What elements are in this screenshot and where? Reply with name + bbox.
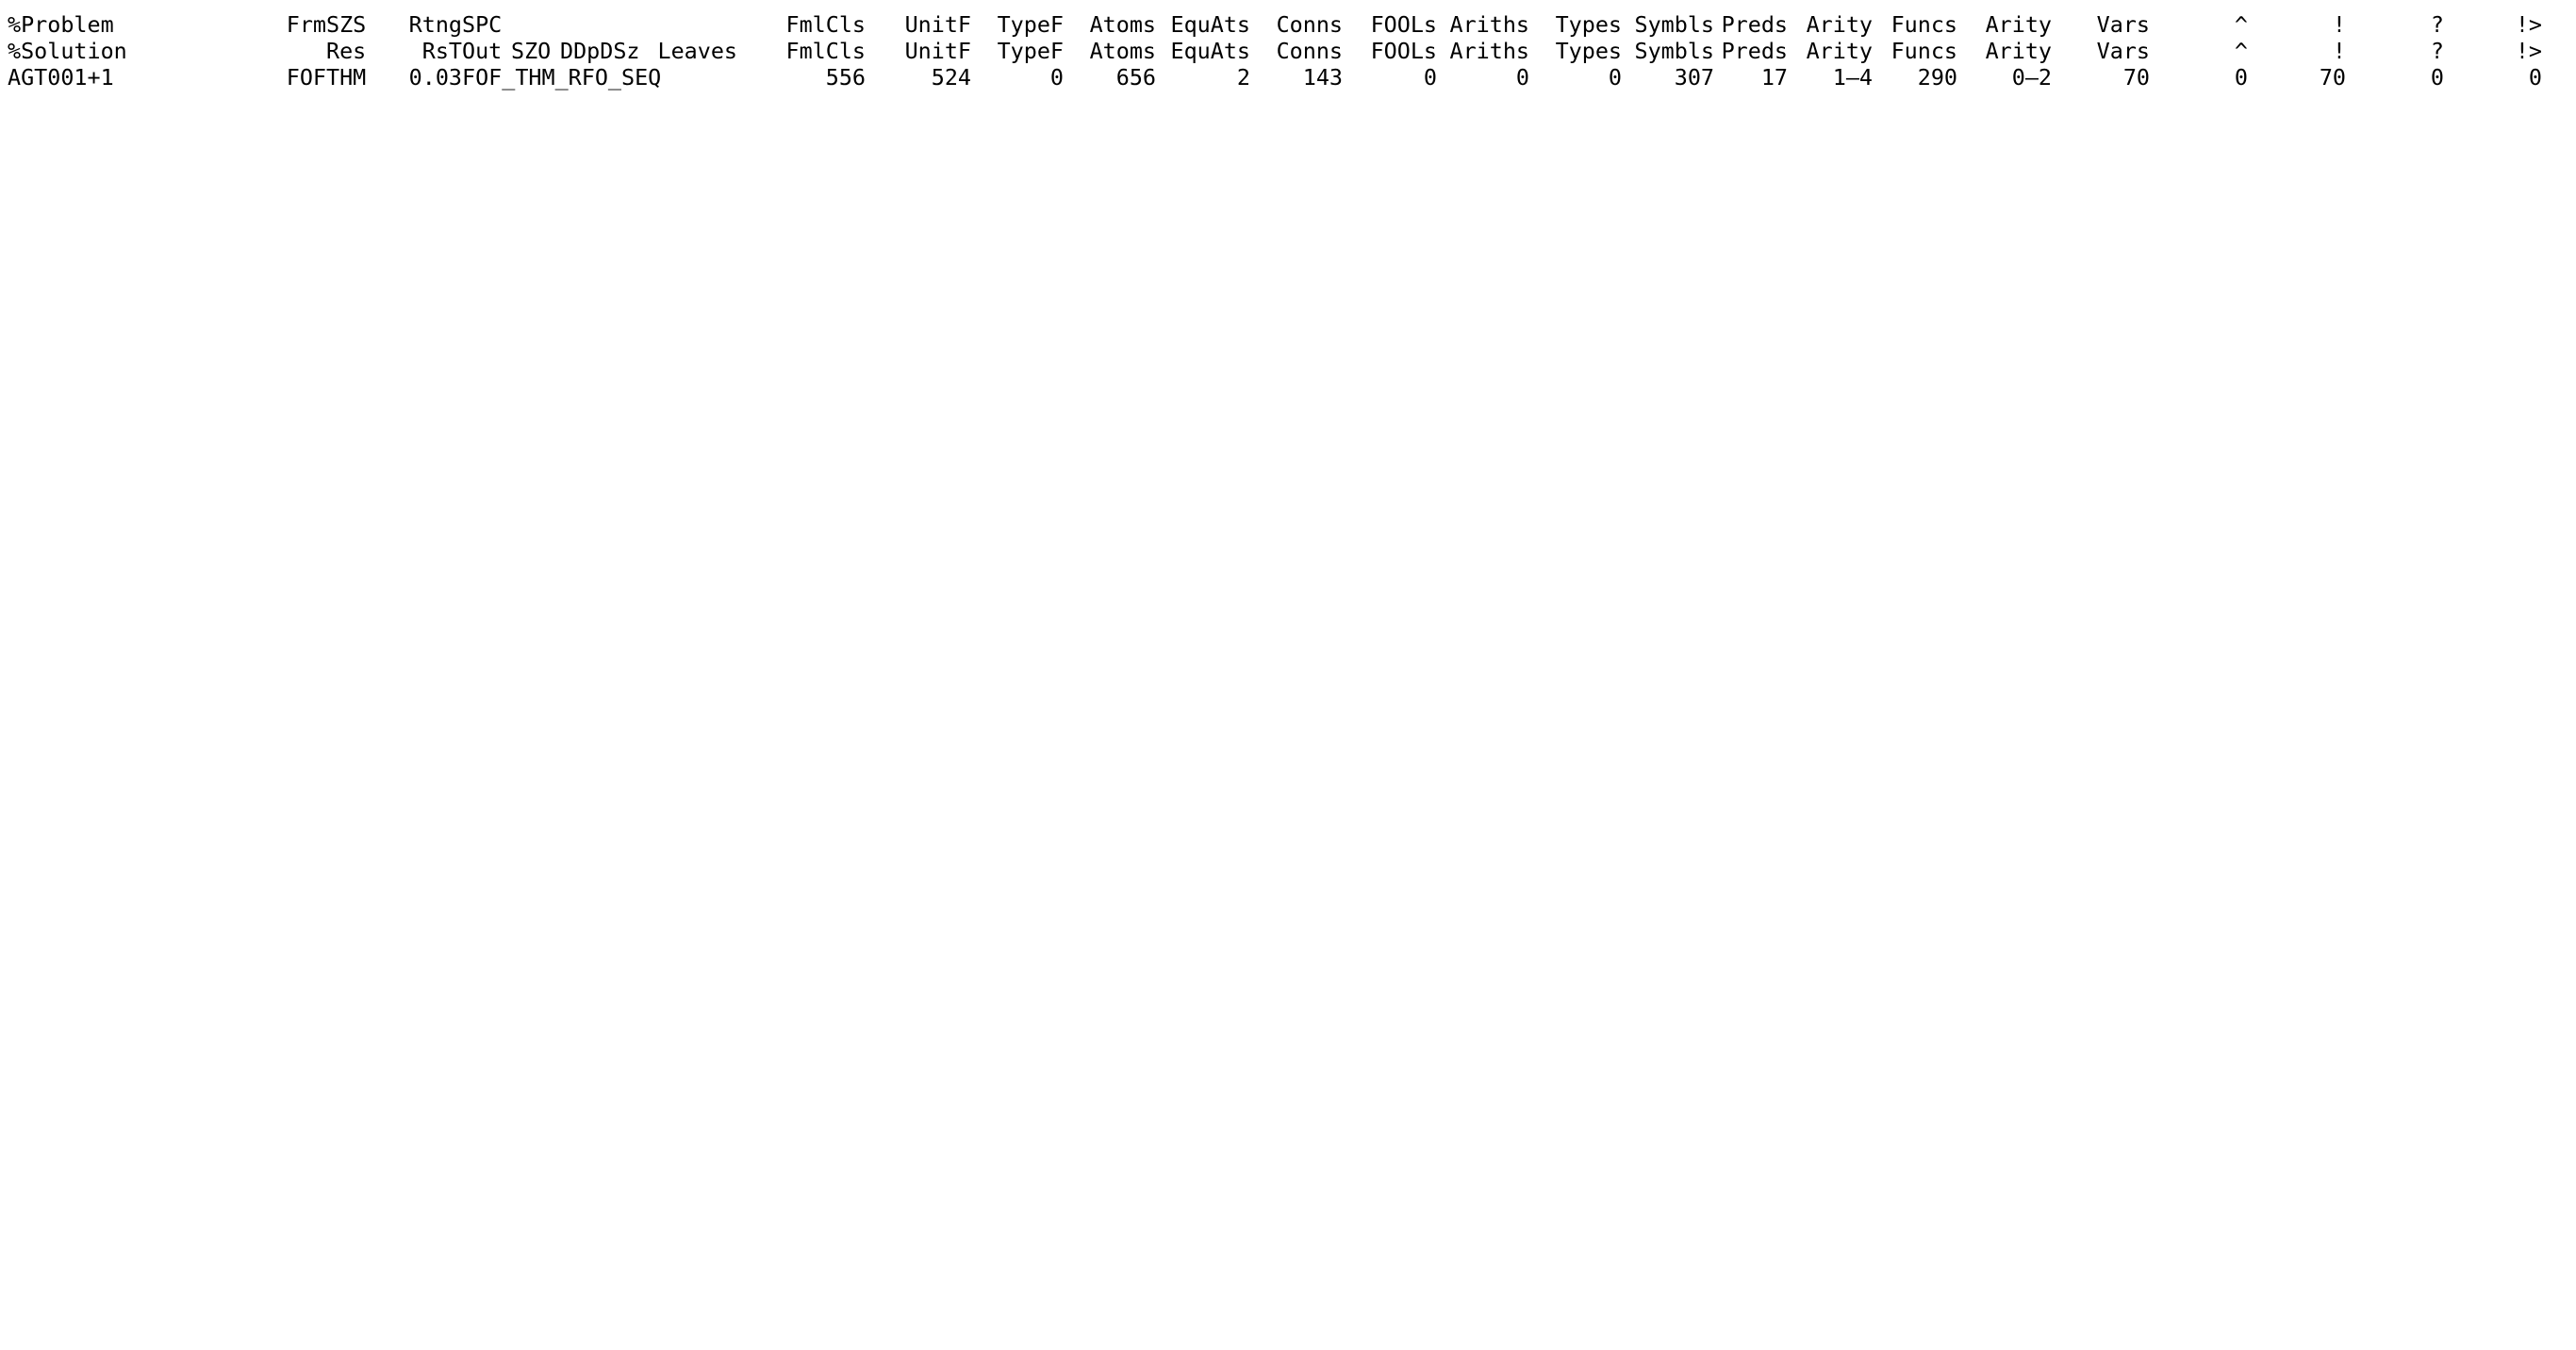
header-row [8,38,2542,64]
column-header: Rtng [408,11,462,38]
tptp-solution-table [8,11,2542,91]
column-header: UnitF [904,38,971,64]
symbls-cell: 307 [1674,64,1714,91]
preds-cell: 17 [1760,64,1788,91]
column-header: %Problem [8,11,114,38]
column-header: DDpDSz [560,38,640,64]
column-header: Funcs [1891,11,1957,38]
column-header: Conns [1276,11,1343,38]
column-header: Preds [1721,11,1788,38]
pred-arity-cell: 1–4 [1832,64,1873,91]
spc-cell: FOF_THM_RFO_SEQ [462,64,662,91]
frm-cell: FOF [286,64,326,91]
column-header: Arity [1985,38,2052,64]
typed-forall-cell: 0 [2528,64,2542,91]
column-header [636,11,737,38]
types-cell: 0 [1608,64,1622,91]
forall-cell: 70 [2319,64,2346,91]
ariths-cell: 0 [1515,64,1529,91]
column-header: SZO [511,38,552,64]
typef-cell: 0 [1049,64,1064,91]
column-header: Arity [1806,11,1873,38]
column-header: FOOLs [1370,38,1437,64]
column-header: ? [2430,38,2444,64]
column-header: !> [2515,11,2542,38]
column-header: !> [2515,38,2542,64]
column-header: RsT [421,38,462,64]
rating-cell: 0.03 [408,64,462,91]
func-arity-cell: 0–2 [2011,64,2052,91]
column-header: ! [2332,38,2346,64]
column-header: Types [1555,38,1622,64]
problem-row [8,64,2542,91]
column-header: TypeF [997,11,1064,38]
column-header [560,11,636,38]
fmlcls-cell: 556 [825,64,866,91]
szs-res-cell: THM [326,64,367,91]
atoms-cell: 656 [1115,64,1156,91]
column-header: FmlCls [785,38,866,64]
problem-cell: AGT001+1 [8,64,114,91]
column-header: ^ [2234,11,2248,38]
column-header: Preds [1721,38,1788,64]
conns-cell: 143 [1302,64,1343,91]
header-row [8,11,2542,38]
column-header: Res [326,38,367,64]
column-header: Vars [2096,38,2150,64]
column-header: Ariths [1449,38,1529,64]
column-header: UnitF [904,11,971,38]
column-header: ! [2332,11,2346,38]
column-header: SZS [326,11,367,38]
column-header: Vars [2096,11,2150,38]
lambda-cell: 0 [2234,64,2248,91]
column-header: Types [1555,11,1622,38]
column-header: Atoms [1089,11,1156,38]
column-header: ^ [2234,38,2248,64]
column-header: Atoms [1089,38,1156,64]
column-header: FOOLs [1370,11,1437,38]
column-header: TypeF [997,38,1064,64]
column-header: Conns [1276,38,1343,64]
column-header: Arity [1806,38,1873,64]
column-header: FmlCls [785,11,866,38]
column-header: Out [462,38,503,64]
unitf-cell: 524 [931,64,971,91]
column-header: SPC [462,11,503,38]
column-header: ? [2430,11,2444,38]
exists-cell: 0 [2430,64,2444,91]
column-header [511,11,560,38]
column-header: Funcs [1891,38,1957,64]
column-header: Leaves [657,38,737,64]
column-header: Arity [1985,11,2052,38]
column-header: EquAts [1170,38,1250,64]
fools-cell: 0 [1423,64,1437,91]
column-header: Symbls [1634,38,1714,64]
column-header: EquAts [1170,11,1250,38]
vars-cell: 70 [2122,64,2150,91]
column-header: Symbls [1634,11,1714,38]
column-header: %Solution [8,38,127,64]
column-header: Ariths [1449,11,1529,38]
funcs-cell: 290 [1917,64,1957,91]
equats-cell: 2 [1236,64,1250,91]
column-header [273,38,326,64]
column-header: Frm [286,11,326,38]
